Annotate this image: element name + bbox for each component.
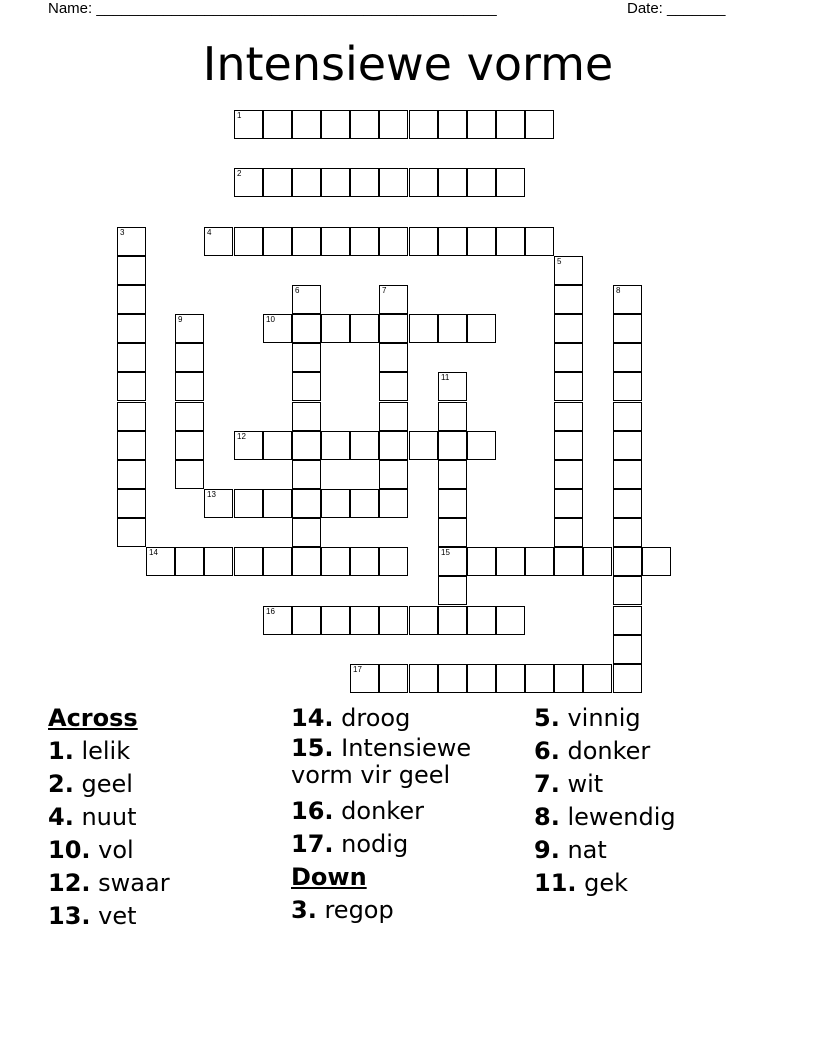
grid-cell[interactable] [496, 547, 525, 576]
grid-cell[interactable] [438, 606, 467, 635]
grid-cell[interactable] [613, 372, 642, 401]
cell-number: 16 [266, 607, 275, 616]
grid-cell[interactable] [467, 110, 496, 139]
cell-number: 12 [237, 432, 246, 441]
cell-number: 6 [295, 286, 300, 295]
grid-cell[interactable] [409, 314, 438, 343]
grid-cell[interactable] [292, 460, 321, 489]
grid-cell[interactable] [379, 664, 408, 693]
grid-cell[interactable] [175, 343, 204, 372]
cell-number: 7 [382, 286, 387, 295]
clue-number: 8. [534, 803, 560, 831]
grid-cell[interactable] [438, 460, 467, 489]
clue-number: 12. [48, 869, 91, 897]
grid-cell[interactable] [350, 227, 379, 256]
grid-cell[interactable] [379, 168, 408, 197]
clue-number: 15. [291, 734, 334, 762]
grid-cell[interactable] [350, 606, 379, 635]
grid-cell[interactable] [554, 343, 583, 372]
grid-cell[interactable] [554, 547, 583, 576]
grid-cell[interactable] [263, 547, 292, 576]
grid-cell[interactable] [175, 372, 204, 401]
clue-item [291, 735, 521, 789]
grid-cell[interactable] [613, 402, 642, 431]
grid-cell[interactable] [263, 431, 292, 460]
grid-cell[interactable] [117, 489, 146, 518]
grid-cell[interactable] [467, 606, 496, 635]
grid-cell[interactable] [496, 606, 525, 635]
clue-item [534, 867, 774, 900]
grid-cell[interactable] [379, 606, 408, 635]
clue-text: donker [333, 797, 424, 825]
grid-cell[interactable] [613, 489, 642, 518]
grid-cell[interactable] [263, 168, 292, 197]
grid-cell[interactable] [234, 110, 263, 139]
clue-text: nuut [73, 803, 137, 831]
clue-number: 6. [534, 737, 560, 765]
clue-number: 13. [48, 902, 91, 930]
grid-cell[interactable] [204, 489, 233, 518]
grid-cell[interactable] [496, 227, 525, 256]
grid-cell[interactable] [613, 518, 642, 547]
cell-number: 9 [178, 315, 183, 324]
grid-cell[interactable] [467, 168, 496, 197]
grid-cell[interactable] [379, 110, 408, 139]
clue-number: 7. [534, 770, 560, 798]
grid-cell[interactable] [409, 227, 438, 256]
grid-cell[interactable] [117, 314, 146, 343]
grid-cell[interactable] [525, 227, 554, 256]
clue-text: lewendig [559, 803, 676, 831]
cell-number: 1 [237, 111, 242, 120]
clue-item [48, 900, 278, 933]
grid-cell[interactable] [438, 110, 467, 139]
grid-cell[interactable] [496, 110, 525, 139]
grid-cell[interactable] [350, 431, 379, 460]
cell-number: 4 [207, 228, 212, 237]
grid-cell[interactable] [234, 431, 263, 460]
grid-cell[interactable] [292, 110, 321, 139]
grid-cell[interactable] [292, 314, 321, 343]
grid-cell[interactable] [321, 547, 350, 576]
grid-cell[interactable] [350, 547, 379, 576]
clue-text: vol [90, 836, 134, 864]
grid-cell[interactable] [117, 372, 146, 401]
clue-text: donker [559, 737, 651, 765]
grid-cell[interactable] [175, 547, 204, 576]
grid-cell[interactable] [234, 547, 263, 576]
cell-number: 8 [616, 286, 621, 295]
grid-cell[interactable] [350, 489, 379, 518]
clue-text: swaar [90, 869, 170, 897]
grid-cell[interactable] [379, 489, 408, 518]
grid-cell[interactable] [409, 606, 438, 635]
grid-cell[interactable] [613, 460, 642, 489]
grid-cell[interactable] [117, 256, 146, 285]
clue-item [291, 795, 521, 828]
cell-number: 10 [266, 315, 275, 324]
grid-cell[interactable] [321, 168, 350, 197]
grid-cell[interactable] [321, 110, 350, 139]
grid-cell[interactable] [438, 372, 467, 401]
grid-cell[interactable] [613, 547, 642, 576]
grid-cell[interactable] [117, 518, 146, 547]
grid-cell[interactable] [350, 314, 379, 343]
grid-cell[interactable] [583, 547, 612, 576]
grid-cell[interactable] [117, 227, 146, 256]
clue-item [48, 867, 278, 900]
clue-item [291, 828, 521, 861]
cell-number: 15 [441, 548, 450, 557]
grid-cell[interactable] [554, 489, 583, 518]
grid-cell[interactable] [321, 314, 350, 343]
clue-item [534, 768, 774, 801]
grid-cell[interactable] [409, 110, 438, 139]
grid-cell[interactable] [292, 489, 321, 518]
grid-cell[interactable] [438, 431, 467, 460]
grid-cell[interactable] [175, 402, 204, 431]
clue-item [534, 834, 774, 867]
grid-cell[interactable] [467, 431, 496, 460]
grid-cell[interactable] [292, 518, 321, 547]
grid-cell[interactable] [525, 664, 554, 693]
grid-cell[interactable] [613, 431, 642, 460]
grid-cell[interactable] [613, 606, 642, 635]
grid-cell[interactable] [263, 227, 292, 256]
clue-text: vinnig [559, 704, 641, 732]
clue-number: 1. [48, 737, 74, 765]
grid-cell[interactable] [467, 664, 496, 693]
grid-cell[interactable] [554, 314, 583, 343]
grid-cell[interactable] [292, 431, 321, 460]
page-title: Intensiewe vorme [202, 37, 614, 91]
grid-cell[interactable] [146, 547, 175, 576]
grid-cell[interactable] [554, 285, 583, 314]
grid-cell[interactable] [379, 314, 408, 343]
grid-cell[interactable] [234, 168, 263, 197]
clue-text: lelik [73, 737, 131, 765]
clue-item [48, 801, 278, 834]
clue-item [48, 768, 278, 801]
grid-cell[interactable] [379, 343, 408, 372]
grid-cell[interactable] [613, 576, 642, 605]
grid-cell[interactable] [554, 256, 583, 285]
grid-cell[interactable] [263, 314, 292, 343]
grid-cell[interactable] [379, 372, 408, 401]
grid-cell[interactable] [350, 168, 379, 197]
grid-cell[interactable] [117, 460, 146, 489]
cell-number: 13 [207, 490, 216, 499]
clue-item [291, 702, 521, 735]
grid-cell[interactable] [292, 547, 321, 576]
clue-item [534, 801, 774, 834]
grid-cell[interactable] [613, 314, 642, 343]
grid-cell[interactable] [438, 518, 467, 547]
grid-cell[interactable] [613, 343, 642, 372]
grid-cell[interactable] [292, 285, 321, 314]
grid-cell[interactable] [117, 402, 146, 431]
grid-cell[interactable] [175, 460, 204, 489]
grid-cell[interactable] [292, 168, 321, 197]
grid-cell[interactable] [613, 635, 642, 664]
grid-cell[interactable] [409, 664, 438, 693]
clue-column-1 [48, 702, 278, 933]
grid-cell[interactable] [467, 547, 496, 576]
grid-cell[interactable] [409, 168, 438, 197]
clue-text: nodig [333, 830, 409, 858]
grid-cell[interactable] [175, 431, 204, 460]
grid-cell[interactable] [321, 431, 350, 460]
grid-cell[interactable] [496, 168, 525, 197]
grid-cell[interactable] [175, 314, 204, 343]
cell-number: 2 [237, 169, 242, 178]
section-heading: Across [48, 704, 138, 732]
grid-cell[interactable] [438, 227, 467, 256]
cell-number: 17 [353, 665, 362, 674]
grid-cell[interactable] [554, 664, 583, 693]
clue-text: Intensiewe vorm vir geel [291, 734, 472, 789]
grid-cell[interactable] [350, 664, 379, 693]
grid-cell[interactable] [438, 168, 467, 197]
grid-cell[interactable] [204, 227, 233, 256]
clue-item [291, 894, 521, 927]
clue-number: 14. [291, 704, 334, 732]
grid-cell[interactable] [204, 547, 233, 576]
section-heading: Down [291, 863, 367, 891]
clue-item [534, 702, 774, 735]
grid-cell[interactable] [438, 402, 467, 431]
grid-cell[interactable] [613, 285, 642, 314]
grid-cell[interactable] [467, 227, 496, 256]
grid-cell[interactable] [438, 576, 467, 605]
date-field: Date: _______ [627, 0, 726, 17]
clue-number: 2. [48, 770, 74, 798]
grid-cell[interactable] [554, 372, 583, 401]
clue-number: 16. [291, 797, 334, 825]
clue-number: 3. [291, 896, 317, 924]
grid-cell[interactable] [583, 664, 612, 693]
grid-cell[interactable] [525, 547, 554, 576]
grid-cell[interactable] [117, 343, 146, 372]
grid-cell[interactable] [525, 110, 554, 139]
clue-number: 4. [48, 803, 74, 831]
clue-number: 17. [291, 830, 334, 858]
grid-cell[interactable] [438, 664, 467, 693]
grid-cell[interactable] [379, 285, 408, 314]
grid-cell[interactable] [379, 227, 408, 256]
clue-text: vet [90, 902, 137, 930]
grid-cell[interactable] [379, 402, 408, 431]
clue-number: 5. [534, 704, 560, 732]
grid-cell[interactable] [234, 489, 263, 518]
clue-text: regop [316, 896, 394, 924]
grid-cell[interactable] [292, 402, 321, 431]
grid-cell[interactable] [263, 110, 292, 139]
clue-number: 11. [534, 869, 577, 897]
grid-cell[interactable] [292, 606, 321, 635]
name-field: Name: ________________________________________________ [48, 0, 497, 17]
clue-item [534, 735, 774, 768]
grid-cell[interactable] [642, 547, 671, 576]
clue-item [48, 834, 278, 867]
grid-cell[interactable] [263, 489, 292, 518]
clue-text: geel [73, 770, 133, 798]
grid-cell[interactable] [263, 606, 292, 635]
grid-cell[interactable] [234, 227, 263, 256]
clue-column-3 [534, 702, 774, 900]
cell-number: 14 [149, 548, 158, 557]
grid-cell[interactable] [496, 664, 525, 693]
grid-cell[interactable] [409, 431, 438, 460]
grid-cell[interactable] [554, 402, 583, 431]
grid-cell[interactable] [117, 285, 146, 314]
grid-cell[interactable] [438, 547, 467, 576]
grid-cell[interactable] [292, 343, 321, 372]
cell-number: 5 [557, 257, 562, 266]
grid-cell[interactable] [467, 314, 496, 343]
grid-cell[interactable] [321, 227, 350, 256]
cell-number: 11 [441, 373, 450, 382]
clue-number: 10. [48, 836, 91, 864]
grid-cell[interactable] [321, 489, 350, 518]
grid-cell[interactable] [554, 518, 583, 547]
clue-item [48, 735, 278, 768]
grid-cell[interactable] [554, 460, 583, 489]
grid-cell[interactable] [321, 606, 350, 635]
grid-cell[interactable] [117, 431, 146, 460]
clue-text: gek [576, 869, 629, 897]
clue-text: droog [333, 704, 411, 732]
clue-text: nat [559, 836, 607, 864]
cell-number: 3 [120, 228, 125, 237]
grid-cell[interactable] [292, 372, 321, 401]
clue-column-2 [291, 702, 521, 927]
grid-cell[interactable] [292, 227, 321, 256]
clue-text: wit [559, 770, 604, 798]
grid-cell[interactable] [379, 431, 408, 460]
grid-cell[interactable] [438, 489, 467, 518]
clue-number: 9. [534, 836, 560, 864]
grid-cell[interactable] [613, 664, 642, 693]
grid-cell[interactable] [554, 431, 583, 460]
grid-cell[interactable] [379, 460, 408, 489]
grid-cell[interactable] [379, 547, 408, 576]
grid-cell[interactable] [438, 314, 467, 343]
grid-cell[interactable] [350, 110, 379, 139]
